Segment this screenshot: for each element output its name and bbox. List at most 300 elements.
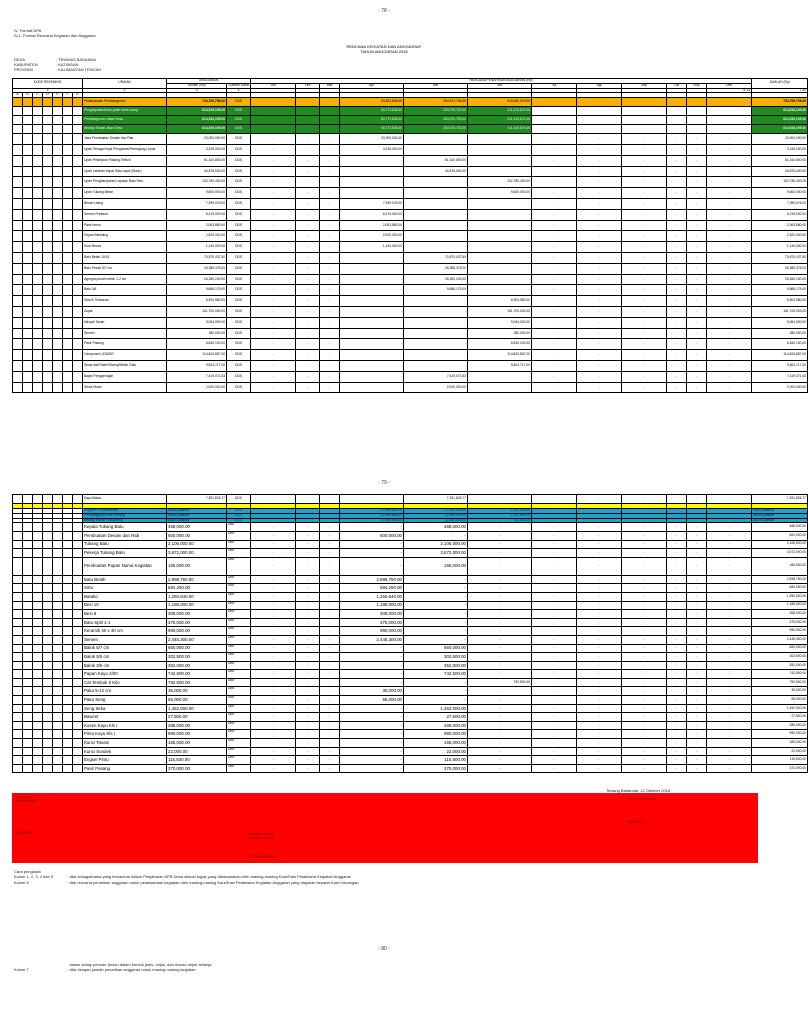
- code-cell: [23, 696, 33, 705]
- month-cell: [577, 98, 622, 107]
- month-cell: -: [532, 523, 577, 532]
- code-cell: [43, 252, 53, 263]
- month-cell: -: [296, 678, 320, 687]
- code-cell: [23, 296, 33, 307]
- header-sumber: Sumber Dana: [228, 82, 249, 87]
- month-cell: -: [296, 317, 320, 328]
- month-cell: -: [577, 198, 622, 209]
- row-jumlah: 35,000.00: [167, 687, 227, 696]
- month-apr: 2,520,000.00: [340, 231, 404, 242]
- row-total: 70,870,437.50: [752, 252, 808, 263]
- row-label: Pasir beton: [83, 220, 167, 231]
- row-total: 990,000.00: [752, 730, 808, 739]
- code-cell: [13, 756, 23, 765]
- code-cell: [43, 382, 53, 393]
- row-sumber: DDS: [227, 177, 251, 188]
- month-mei: -: [404, 188, 468, 199]
- row-sumber: ADD: [227, 523, 251, 532]
- month-cell: -: [320, 687, 340, 696]
- month-cell: -: [577, 531, 622, 540]
- highlight-row: [13, 125, 808, 134]
- row-total: 286,000.00: [752, 721, 808, 730]
- month-cell: -: [622, 644, 667, 653]
- row-sumber: DDS: [227, 231, 251, 242]
- code-cell: [53, 263, 63, 274]
- month-cell: -: [707, 670, 752, 679]
- month-cell: -: [577, 670, 622, 679]
- code-cell: [73, 125, 83, 134]
- note-row: Kolom 7 : diisi dengan jumlah penarikan anggaran untuk masing-masing kegiatan: [14, 967, 196, 972]
- code-cell: [13, 610, 23, 619]
- month-cell: -: [296, 339, 320, 350]
- row-sumber: DDS: [227, 98, 251, 107]
- code-cell: [13, 328, 23, 339]
- table-row: [13, 661, 808, 670]
- month-mei: 70,870,437.50: [404, 252, 468, 263]
- code-cell: [63, 523, 73, 532]
- table-row: [13, 523, 808, 532]
- row-label: Pembuatan Desain dan Rab: [83, 531, 167, 540]
- month-cell: -: [622, 188, 667, 199]
- month-cell: -: [251, 618, 296, 627]
- month-cell: -: [622, 730, 667, 739]
- row-total: 375,000.00: [752, 618, 808, 627]
- header-jumlah: Jumlah (Rp): [167, 83, 227, 88]
- month-cell: -: [622, 306, 667, 317]
- month-cell: -: [296, 670, 320, 679]
- code-cell: [53, 242, 63, 253]
- month-cell: -: [251, 296, 296, 307]
- row-label: Campuran LATASIR: [83, 350, 167, 361]
- code-cell: [53, 696, 63, 705]
- signature-left-top: [16, 795, 37, 803]
- row-jumlah: 3,249,000.00: [167, 144, 227, 155]
- month-cell: -: [707, 653, 752, 662]
- month-cell: -: [707, 274, 752, 285]
- month-jun: -: [468, 144, 532, 155]
- row-sumber: DDS: [227, 125, 251, 134]
- month-cell: -: [296, 764, 320, 773]
- month-cell: [251, 125, 296, 134]
- info-value: TEWANG BADANDA: [58, 57, 97, 62]
- month-mei: 12,280,089.00: [404, 513, 468, 518]
- month-cell: -: [577, 575, 622, 584]
- month-mei: -: [404, 177, 468, 188]
- month-cell: -: [707, 730, 752, 739]
- month-cell: -: [687, 678, 707, 687]
- code-cell: [43, 610, 53, 619]
- code-cell: [33, 704, 43, 713]
- code-cell: [13, 360, 23, 371]
- code-cell: [63, 231, 73, 242]
- month-cell: -: [622, 177, 667, 188]
- code-cell: [73, 540, 83, 549]
- month-cell: -: [320, 209, 340, 220]
- month-cell: -: [468, 704, 532, 713]
- row-sumber: DDS: [227, 382, 251, 393]
- month-cell: -: [667, 739, 687, 748]
- month-cell: -: [667, 382, 687, 393]
- code-cell: [63, 285, 73, 296]
- code-cell: [73, 252, 83, 263]
- code-cell: [43, 627, 53, 636]
- code-cell: [53, 306, 63, 317]
- code-cell: [13, 540, 23, 549]
- code-cell: [63, 704, 73, 713]
- row-total: 35,000.00: [752, 687, 808, 696]
- month-mei: -: [404, 696, 468, 705]
- month-cell: -: [251, 584, 296, 593]
- month-mei: 12,280,089.00: [404, 518, 468, 523]
- month-cell: -: [296, 382, 320, 393]
- code-cell: [43, 747, 53, 756]
- code-cell: [13, 747, 23, 756]
- highlight-row: [13, 107, 808, 116]
- month-cell: -: [251, 540, 296, 549]
- month-cell: -: [707, 687, 752, 696]
- code-cell: [33, 696, 43, 705]
- code-cell: [13, 584, 23, 593]
- row-sumber: DDS: [227, 317, 251, 328]
- table-row: [13, 188, 808, 199]
- row-jumlah: 302,500.00: [167, 653, 227, 662]
- row-jumlah: 23,571,449.00: [167, 518, 227, 523]
- month-cell: -: [687, 540, 707, 549]
- month-cell: -: [320, 242, 340, 253]
- row-total: 23,571,449.00: [752, 518, 808, 523]
- month-cell: -: [707, 166, 752, 177]
- month-mei: 115,500.00: [404, 756, 468, 765]
- code-cell: [23, 134, 33, 145]
- row-sumber: DDS: [227, 220, 251, 231]
- code-cell: [33, 610, 43, 619]
- month-cell: -: [667, 704, 687, 713]
- row-total: 614,519,199.00: [752, 116, 808, 125]
- month-cell: -: [468, 670, 532, 679]
- code-cell: [53, 382, 63, 393]
- month-mei: 370,000.00: [404, 764, 468, 773]
- code-cell: [13, 713, 23, 722]
- row-sumber: DDS: [227, 263, 251, 274]
- code-cell: [43, 764, 53, 773]
- month-cell: -: [296, 540, 320, 549]
- code-cell: [53, 125, 63, 134]
- month-apr: -: [340, 739, 404, 748]
- month-cell: -: [532, 661, 577, 670]
- row-label: Besi 8: [83, 610, 167, 619]
- month-cell: [251, 107, 296, 116]
- code-cell: [43, 263, 53, 274]
- code-cell: [63, 653, 73, 662]
- month-cell: [296, 116, 320, 125]
- month-cell: -: [687, 721, 707, 730]
- code-cell: [73, 263, 83, 274]
- code-cell: [13, 285, 23, 296]
- code-cell: [73, 627, 83, 636]
- header-jumlah-total: JUMLAH (Rp): [752, 79, 808, 89]
- month-cell: -: [622, 350, 667, 361]
- month-jun: 702,500.00: [468, 518, 532, 523]
- header-month: Jul: [532, 83, 577, 88]
- code-cell: [23, 177, 33, 188]
- row-total: 102,780,400.00: [752, 177, 808, 188]
- month-cell: -: [320, 747, 340, 756]
- month-apr: 20,000,000.00: [340, 134, 404, 145]
- month-apr: -: [340, 523, 404, 532]
- month-cell: -: [468, 687, 532, 696]
- month-cell: -: [707, 495, 752, 504]
- month-cell: -: [296, 627, 320, 636]
- code-cell: [63, 263, 73, 274]
- month-cell: -: [320, 350, 340, 361]
- month-cell: [532, 107, 577, 116]
- code-cell: [33, 188, 43, 199]
- month-apr: -: [340, 653, 404, 662]
- month-mei: -: [404, 678, 468, 687]
- row-total: 9,600,000.00: [752, 188, 808, 199]
- code-cell: [23, 231, 33, 242]
- month-cell: -: [622, 317, 667, 328]
- table-row: [13, 678, 808, 687]
- header-month: Okt: [667, 83, 687, 88]
- code-cell: [73, 730, 83, 739]
- month-cell: -: [622, 144, 667, 155]
- month-cell: -: [468, 540, 532, 549]
- row-total: 26,389,375.00: [752, 263, 808, 274]
- month-cell: -: [296, 610, 320, 619]
- code-cell: [53, 144, 63, 155]
- month-cell: -: [707, 531, 752, 540]
- code-cell: [53, 166, 63, 177]
- month-mei: 253,070,720.00: [404, 125, 468, 134]
- code-cell: [23, 601, 33, 610]
- month-jun: -: [468, 134, 532, 145]
- month-cell: -: [468, 618, 532, 627]
- month-cell: -: [251, 635, 296, 644]
- month-cell: -: [296, 592, 320, 601]
- month-cell: -: [577, 635, 622, 644]
- code-cell: [73, 549, 83, 558]
- code-cell: [33, 166, 43, 177]
- month-cell: [622, 116, 667, 125]
- month-apr: 2,445,300.00: [340, 635, 404, 644]
- table-row: [13, 747, 808, 756]
- month-cell: -: [687, 704, 707, 713]
- month-cell: -: [532, 764, 577, 773]
- row-sumber: ADD: [227, 644, 251, 653]
- month-cell: -: [532, 739, 577, 748]
- month-cell: -: [577, 764, 622, 773]
- code-cell: [73, 644, 83, 653]
- month-cell: -: [707, 350, 752, 361]
- code-cell: [73, 704, 83, 713]
- month-cell: -: [622, 687, 667, 696]
- month-cell: -: [577, 285, 622, 296]
- code-cell: [13, 116, 23, 125]
- code-cell: [73, 661, 83, 670]
- signature-line: Menyetujui,: [16, 795, 35, 799]
- month-cell: -: [251, 495, 296, 504]
- month-cell: -: [622, 360, 667, 371]
- month-cell: -: [468, 739, 532, 748]
- code-cell: [23, 549, 33, 558]
- code-cell: [33, 209, 43, 220]
- row-total: 792,500.00: [752, 678, 808, 687]
- code-cell: [53, 739, 63, 748]
- month-cell: -: [468, 627, 532, 636]
- month-cell: -: [667, 188, 687, 199]
- table-row: [13, 274, 808, 285]
- code-cell: [33, 252, 43, 263]
- code-cell: [23, 764, 33, 773]
- month-cell: -: [296, 584, 320, 593]
- month-cell: -: [667, 627, 687, 636]
- row-label: Batu Split 1-1: [83, 618, 167, 627]
- table-row: [13, 635, 808, 644]
- code-cell: [73, 678, 83, 687]
- code-cell: [73, 756, 83, 765]
- code-cell: [23, 107, 33, 116]
- month-mei: 3,672,000.00: [404, 549, 468, 558]
- month-apr: -: [340, 188, 404, 199]
- row-jumlah: 7,399,076.00: [167, 198, 227, 209]
- code-cell: [53, 730, 63, 739]
- month-cell: -: [667, 198, 687, 209]
- row-total: 1,188,000.00: [752, 601, 808, 610]
- month-apr: -: [340, 155, 404, 166]
- month-cell: [296, 98, 320, 107]
- month-cell: -: [667, 670, 687, 679]
- code-cell: [33, 296, 43, 307]
- month-cell: -: [320, 653, 340, 662]
- row-sumber: DDS: [227, 155, 251, 166]
- row-sumber: ADD: [227, 592, 251, 601]
- month-cell: -: [577, 166, 622, 177]
- row-label: Sirtu/h Timbunan: [83, 296, 167, 307]
- row-label: Paku 5-12 cm: [83, 687, 167, 696]
- month-cell: -: [251, 592, 296, 601]
- month-cell: [320, 116, 340, 125]
- code-cell: [13, 263, 23, 274]
- month-apr: 1,250,640.00: [340, 592, 404, 601]
- month-apr: 60,773,536.00: [340, 107, 404, 116]
- table-row: [13, 531, 808, 540]
- month-apr: -: [340, 704, 404, 713]
- table-row: [13, 371, 808, 382]
- month-cell: [296, 125, 320, 134]
- row-jumlah: 9,504,717.00: [167, 360, 227, 371]
- code-cell: [43, 687, 53, 696]
- code-cell: [13, 592, 23, 601]
- month-mei: 1,452,000.00: [404, 704, 468, 713]
- row-jumlah: 6,904,980.00: [167, 296, 227, 307]
- row-jumlah: 792,500.00: [167, 678, 227, 687]
- table-row: [13, 155, 808, 166]
- month-mei: 12,280,089.00: [404, 509, 468, 514]
- month-cell: -: [707, 144, 752, 155]
- info-value: KATINGAN: [58, 62, 79, 68]
- code-cell: [33, 739, 43, 748]
- code-cell: [43, 696, 53, 705]
- signature-right-name: HERMAN: [628, 820, 644, 824]
- month-mei: -: [404, 144, 468, 155]
- row-jumlah: 614,519,199.00: [167, 125, 227, 134]
- month-cell: -: [687, 209, 707, 220]
- code-cell: [23, 360, 33, 371]
- month-cell: -: [622, 756, 667, 765]
- code-cell: [63, 350, 73, 361]
- month-cell: -: [622, 166, 667, 177]
- code-cell: [53, 618, 63, 627]
- code-cell: [43, 635, 53, 644]
- month-cell: -: [320, 371, 340, 382]
- row-label: Pintu Kayu Kls I: [83, 730, 167, 739]
- header-month: Apr: [340, 83, 404, 88]
- row-label: Aspal: [83, 306, 167, 317]
- month-cell: -: [687, 231, 707, 242]
- row-label: Pelaksanaan Pembangunan: [83, 98, 167, 107]
- code-cell: [43, 98, 53, 107]
- month-cell: -: [251, 549, 296, 558]
- code-cell: [33, 644, 43, 653]
- month-cell: -: [251, 242, 296, 253]
- code-cell: [43, 523, 53, 532]
- code-cell: [63, 627, 73, 636]
- month-cell: -: [687, 523, 707, 532]
- month-cell: -: [622, 134, 667, 145]
- row-sumber: ADD: [227, 670, 251, 679]
- page-number-79: - 79 -: [378, 480, 390, 486]
- table-row: [13, 209, 808, 220]
- month-cell: -: [622, 220, 667, 231]
- month-cell: -: [622, 495, 667, 504]
- row-label: Jasa Pembuatan Desain dan Rab: [83, 134, 167, 145]
- month-cell: -: [296, 756, 320, 765]
- month-cell: -: [687, 285, 707, 296]
- row-label: Kunci Sundek: [83, 747, 167, 756]
- month-cell: -: [251, 531, 296, 540]
- code-cell: [73, 584, 83, 593]
- month-cell: -: [577, 601, 622, 610]
- code-cell: [23, 285, 33, 296]
- code-cell: [53, 296, 63, 307]
- month-apr: -: [340, 557, 404, 575]
- month-cell: -: [251, 306, 296, 317]
- info-value: KALIMANTAN TENGAH: [58, 67, 102, 73]
- code-cell: [33, 653, 43, 662]
- month-cell: -: [532, 610, 577, 619]
- month-cell: -: [296, 209, 320, 220]
- month-cell: -: [687, 166, 707, 177]
- month-cell: -: [622, 252, 667, 263]
- row-sumber: ADD: [227, 747, 251, 756]
- month-cell: -: [468, 584, 532, 593]
- signature-line: Kepala Desa: [16, 799, 37, 803]
- row-sumber: ADD: [227, 618, 251, 627]
- code-cell: [13, 382, 23, 393]
- header-anggaran: ANGGARAN: [167, 79, 251, 84]
- month-cell: -: [667, 523, 687, 532]
- month-mei: 286,000.00: [404, 721, 468, 730]
- month-cell: -: [577, 134, 622, 145]
- row-label: Sirtu: [83, 584, 167, 593]
- row-sumber: ADD: [227, 610, 251, 619]
- month-cell: -: [296, 198, 320, 209]
- month-cell: -: [577, 144, 622, 155]
- code-cell: [23, 209, 33, 220]
- month-cell: -: [532, 339, 577, 350]
- month-cell: -: [667, 696, 687, 705]
